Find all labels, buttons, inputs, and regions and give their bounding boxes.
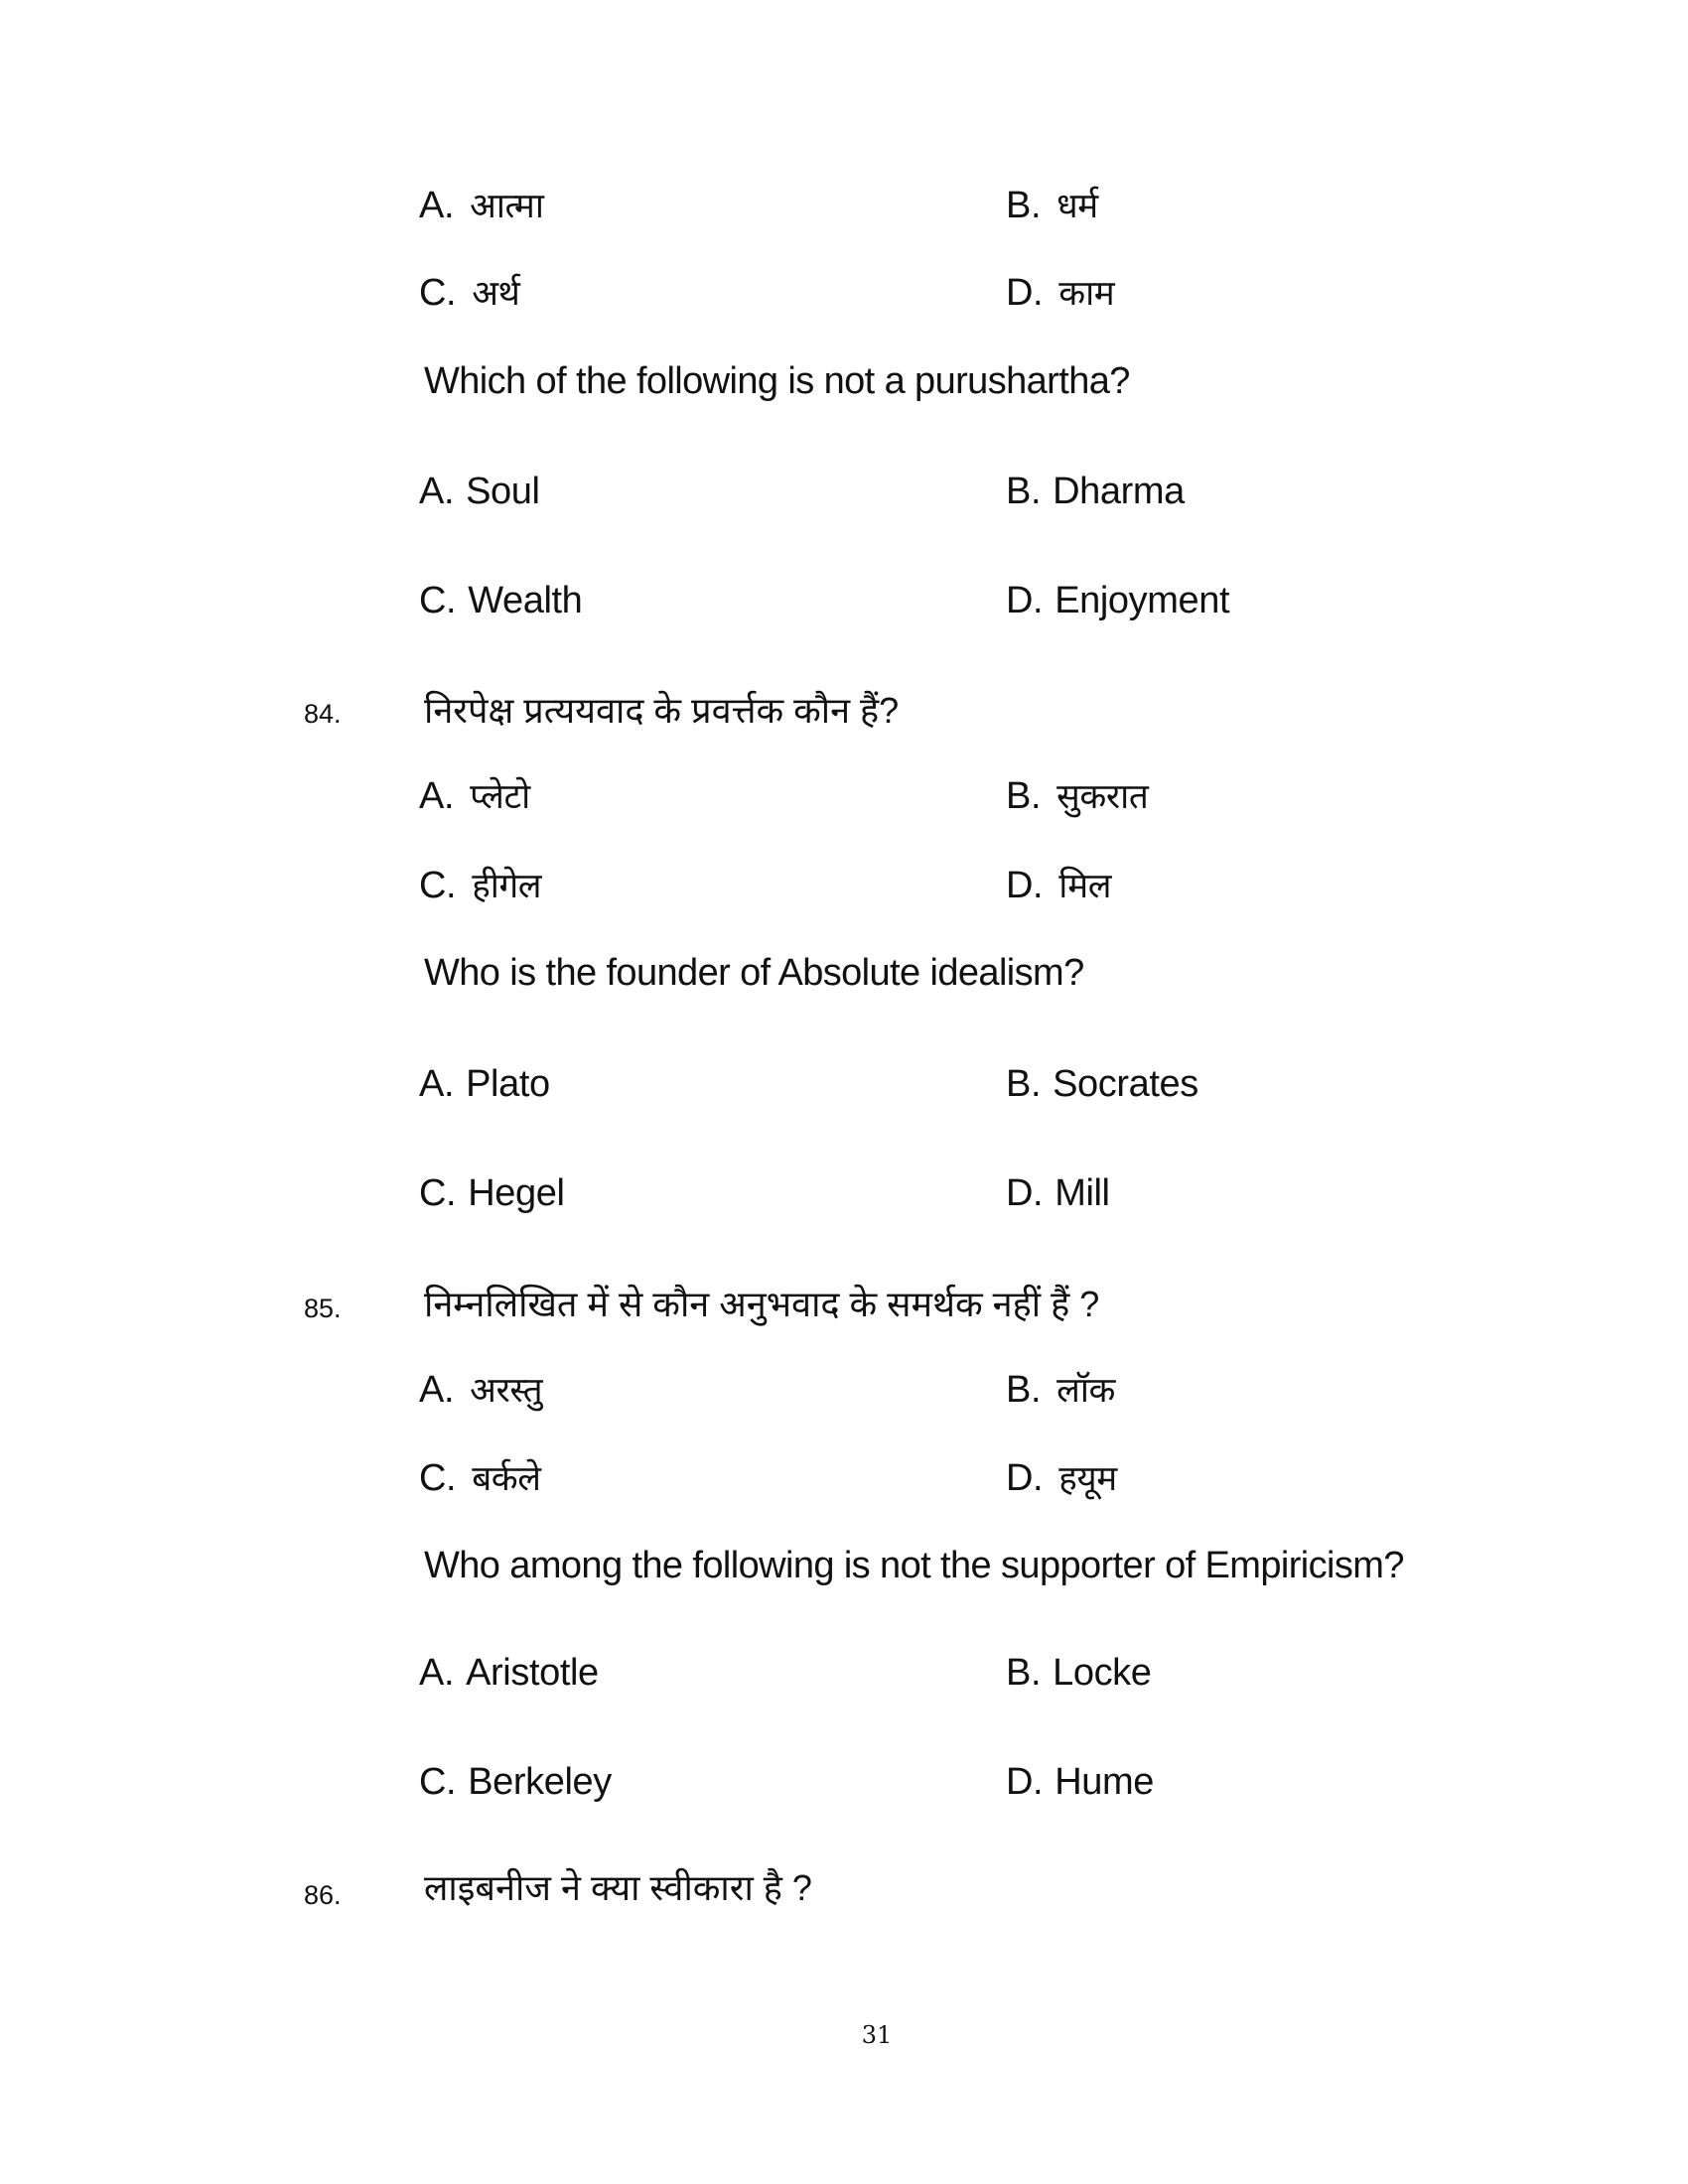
q85-hindi-option-c bbox=[419, 1459, 541, 1497]
option-label: D. bbox=[1006, 272, 1044, 314]
q83-english-question: Which of the following is not a purushartha? bbox=[424, 360, 1130, 402]
option-text: हीगेल bbox=[472, 867, 542, 905]
q84-english-option-c bbox=[419, 1174, 565, 1212]
option-text: Aristotle bbox=[466, 1652, 599, 1694]
q83-english-option-b bbox=[1006, 473, 1185, 510]
option-text: Locke bbox=[1053, 1652, 1152, 1694]
option-label: A. bbox=[419, 1369, 455, 1411]
option-label: B. bbox=[1006, 1652, 1042, 1694]
option-label: C. bbox=[419, 580, 457, 621]
q83-hindi-option-c bbox=[419, 274, 520, 312]
option-label: C. bbox=[419, 865, 457, 906]
option-label: D. bbox=[1006, 865, 1044, 906]
option-text: बर्कले bbox=[472, 1459, 541, 1498]
option-label: A. bbox=[419, 185, 455, 226]
option-label: D. bbox=[1006, 580, 1044, 621]
option-text: Wealth bbox=[468, 580, 583, 621]
option-text: प्लेटो bbox=[470, 777, 530, 816]
option-text: Plato bbox=[466, 1063, 550, 1105]
q86-hindi-question: लाइबनीज ने क्या स्वीकारा है ? bbox=[424, 1867, 812, 1908]
option-label: A. bbox=[419, 775, 455, 817]
q84-hindi-option-d bbox=[1006, 867, 1111, 904]
option-label: C. bbox=[419, 272, 457, 314]
option-text: Hegel bbox=[468, 1172, 565, 1214]
q84-hindi-option-b bbox=[1006, 777, 1148, 815]
option-text: Mill bbox=[1055, 1172, 1110, 1214]
q85-english-option-c bbox=[419, 1763, 612, 1801]
option-label: B. bbox=[1006, 1369, 1042, 1411]
option-text: आत्मा bbox=[470, 187, 544, 225]
option-label: B. bbox=[1006, 471, 1042, 512]
q84-english-question: Who is the founder of Absolute idealism? bbox=[424, 952, 1084, 994]
option-text: Soul bbox=[466, 471, 540, 512]
q85-english-option-a bbox=[419, 1654, 599, 1692]
q84-hindi-question: निरपेक्ष प्रत्ययवाद के प्रवर्त्तक कौन हैं? bbox=[424, 690, 900, 731]
q85-hindi-option-d bbox=[1006, 1459, 1117, 1497]
q83-hindi-option-b bbox=[1006, 187, 1098, 224]
option-label: D. bbox=[1006, 1761, 1044, 1803]
q83-hindi-option-d bbox=[1006, 274, 1114, 312]
q85-english-question: Who among the following is not the supporter of Empiricism? bbox=[424, 1545, 1404, 1586]
option-label: A. bbox=[419, 471, 455, 512]
page-number: 31 bbox=[861, 2021, 893, 2049]
q83-english-option-a bbox=[419, 473, 540, 510]
q85-english-option-d bbox=[1006, 1763, 1154, 1801]
option-label: C. bbox=[419, 1172, 457, 1214]
option-label: C. bbox=[419, 1457, 457, 1499]
option-text: काम bbox=[1058, 274, 1115, 313]
option-text: Hume bbox=[1055, 1761, 1154, 1803]
option-text: Enjoyment bbox=[1055, 580, 1230, 621]
option-label: A. bbox=[419, 1063, 455, 1105]
q84-english-option-b bbox=[1006, 1065, 1198, 1103]
option-text: Socrates bbox=[1053, 1063, 1198, 1105]
option-label: B. bbox=[1006, 775, 1042, 817]
option-text: Dharma bbox=[1053, 471, 1185, 512]
q85-hindi-option-a bbox=[419, 1371, 542, 1409]
option-label: C. bbox=[419, 1761, 457, 1803]
option-label: A. bbox=[419, 1652, 455, 1694]
q85-hindi-question: निम्नलिखित में से कौन अनुभवाद के समर्थक नहीं हैं ? bbox=[424, 1284, 1100, 1324]
q84-english-option-a bbox=[419, 1065, 550, 1103]
q84-hindi-option-a bbox=[419, 777, 530, 815]
q83-english-option-c bbox=[419, 582, 582, 619]
q85-hindi-option-b bbox=[1006, 1371, 1115, 1409]
option-text: हयूम bbox=[1058, 1459, 1117, 1498]
option-label: B. bbox=[1006, 185, 1042, 226]
question-number-85: 85. bbox=[304, 1294, 342, 1323]
option-label: B. bbox=[1006, 1063, 1042, 1105]
option-label: D. bbox=[1006, 1172, 1044, 1214]
option-text: सुकरात bbox=[1056, 777, 1149, 816]
q84-english-option-d bbox=[1006, 1174, 1110, 1212]
q84-hindi-option-c bbox=[419, 867, 541, 904]
question-number-86: 86. bbox=[304, 1880, 342, 1910]
option-label: D. bbox=[1006, 1457, 1044, 1499]
q83-english-option-d bbox=[1006, 582, 1229, 619]
option-text: Berkeley bbox=[468, 1761, 612, 1803]
q85-english-option-b bbox=[1006, 1654, 1152, 1692]
option-text: मिल bbox=[1058, 867, 1112, 905]
question-number-84: 84. bbox=[304, 699, 342, 729]
q83-hindi-option-a bbox=[419, 187, 544, 224]
option-text: लॉक bbox=[1056, 1371, 1115, 1410]
option-text: धर्म bbox=[1056, 187, 1098, 225]
option-text: अर्थ bbox=[472, 274, 520, 313]
option-text: अरस्तु bbox=[470, 1371, 543, 1410]
